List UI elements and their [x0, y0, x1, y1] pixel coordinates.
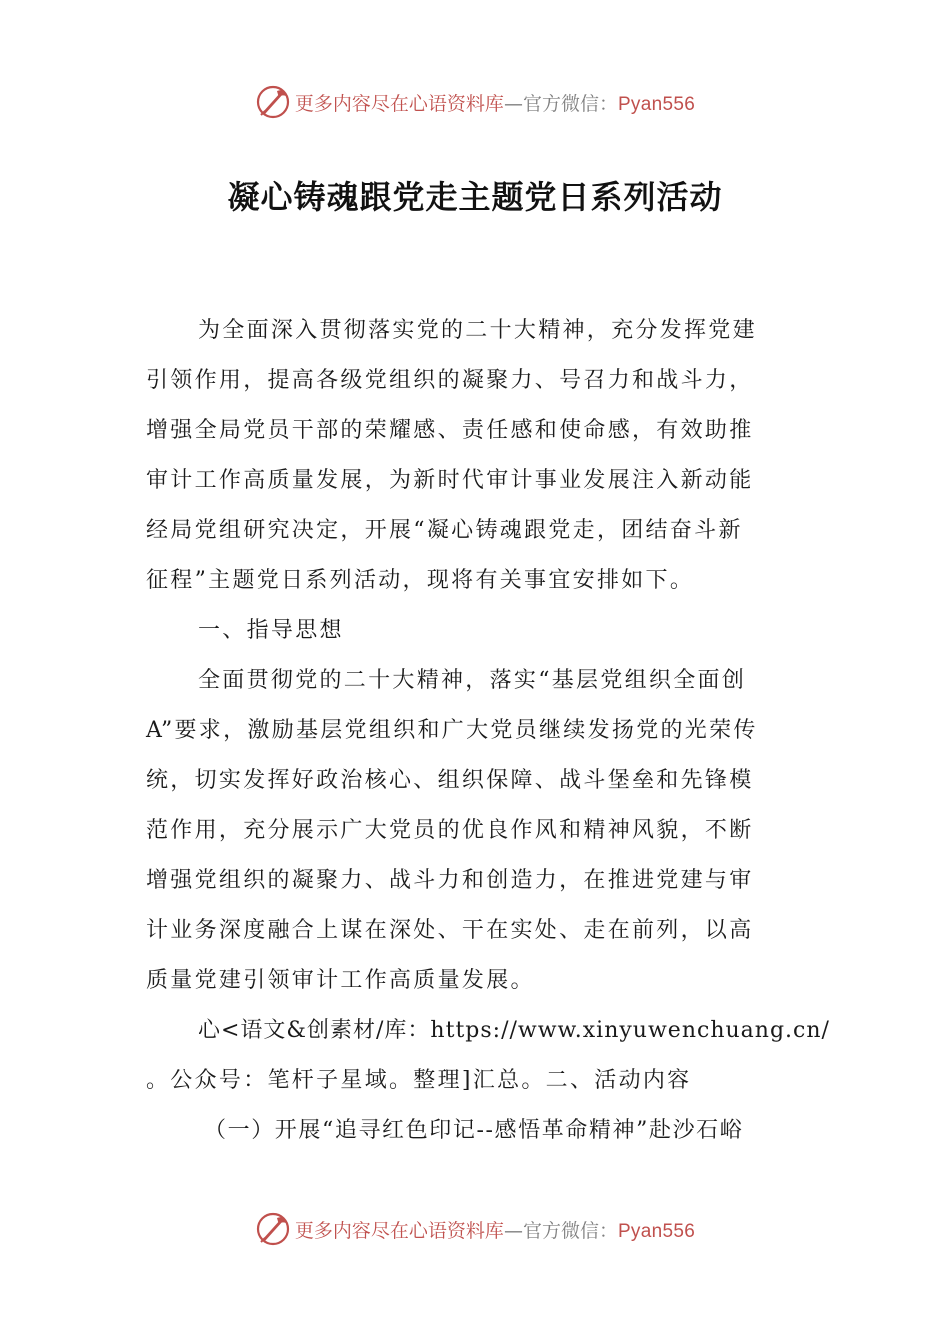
- paragraph-line: 。公众号：笔杆子星域。整理]汇总。二、活动内容: [146, 1068, 692, 1093]
- section-heading: 一、指导思想: [198, 618, 344, 643]
- paragraph-line: 范作用，充分展示广大党员的优良作风和精神风貌，不断: [146, 818, 754, 843]
- paragraph-line: 心<语文&创素材/库：https://www.xinyuwenchuang.cn/: [198, 1018, 830, 1043]
- paragraph-line: 引领作用，提高各级党组织的凝聚力、号召力和战斗力，: [146, 368, 754, 393]
- quill-logo-icon: [255, 84, 291, 120]
- paragraph-line: A”要求，激励基层党组织和广大党员继续发扬党的光荣传: [146, 718, 758, 743]
- paragraph-line: 增强全局党员干部的荣耀感、责任感和使命感，有效助推: [146, 418, 754, 443]
- document-title: 凝心铸魂跟党走主题党日系列活动: [227, 178, 723, 216]
- subsection-heading: （一）开展“追寻红色印记--感悟革命精神”赴沙石峪: [204, 1118, 744, 1143]
- paragraph-line: 全面贯彻党的二十大精神，落实“基层党组织全面创: [198, 668, 747, 693]
- paragraph-line: 计业务深度融合上谋在深处、干在实处、走在前列，以高: [146, 918, 754, 943]
- watermark-text: 更多内容尽在心语资料库—官方微信：Pyan556: [294, 92, 696, 115]
- paragraph-line: 增强党组织的凝聚力、战斗力和创造力，在推进党建与审: [146, 868, 754, 893]
- quill-logo-icon: [255, 1211, 291, 1247]
- paragraph-line: 审计工作高质量发展，为新时代审计事业发展注入新动能: [146, 468, 754, 493]
- paragraph-line: 经局党组研究决定，开展“凝心铸魂跟党走，团结奋斗新: [146, 518, 743, 543]
- document-body: [146, 306, 830, 1156]
- paragraph-line: 征程”主题党日系列活动，现将有关事宜安排如下。: [146, 568, 695, 593]
- watermark-banner-top: [0, 82, 950, 122]
- paragraph-line: 质量党建引领审计工作高质量发展。: [146, 968, 535, 993]
- paragraph-line: 为全面深入贯彻落实党的二十大精神，充分发挥党建: [198, 318, 757, 343]
- paragraph-line: 统，切实发挥好政治核心、组织保障、战斗堡垒和先锋模: [146, 768, 754, 793]
- watermark-text: 更多内容尽在心语资料库—官方微信：Pyan556: [294, 1219, 696, 1242]
- watermark-banner-bottom: [0, 1209, 950, 1249]
